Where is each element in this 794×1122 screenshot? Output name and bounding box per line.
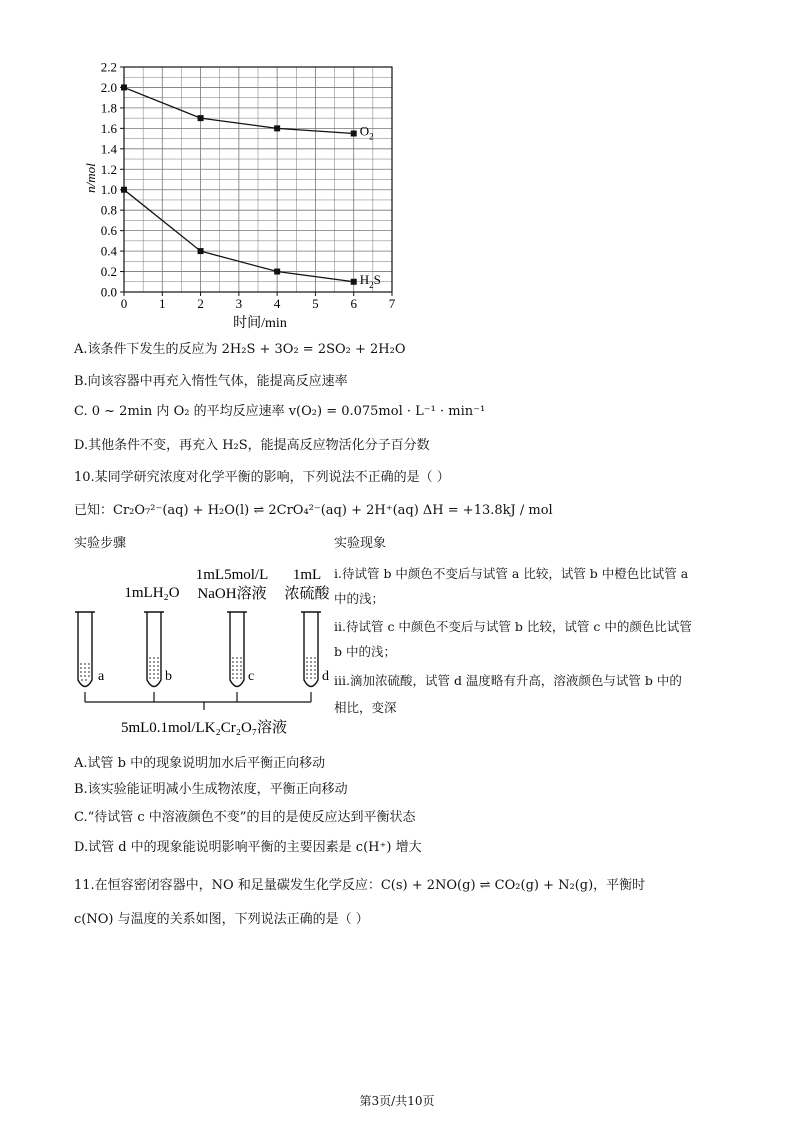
chart-grid <box>124 67 392 292</box>
phenomenon-i-line1: i.待试管 b 中颜色不变后与试管 a 比较，试管 b 中橙色比试管 a <box>334 566 689 581</box>
y-tick-labels <box>101 60 118 300</box>
page-footer: 第3页/共10页 <box>359 1094 435 1108</box>
y-tick-label: 1.2 <box>100 161 117 177</box>
solution-label: 5mL0.1mol/LK₂Cr₂O₇溶液 <box>120 720 288 736</box>
y-tick-label: 2.0 <box>100 79 117 95</box>
tube-b-reagent: 1mLH₂O <box>124 585 180 601</box>
q11-stem-line1: 11.在恒容密闭容器中，NO 和足量碳发生化学反应：C(s) + 2NO(g) ⇌ CO₂(g) + N₂(g)，平衡时 <box>74 878 646 893</box>
data-point-O2 <box>274 125 280 131</box>
series-label-O2: $O_2$ <box>359 123 374 142</box>
phenomenon-ii-line1: ii.待试管 c 中颜色不变后与试管 b 比较，试管 c 中的颜色比试管 <box>334 619 692 634</box>
x-tick-label: 3 <box>235 296 243 311</box>
chart-axes <box>120 67 392 296</box>
solution-bracket <box>85 692 311 710</box>
phenomenon-ii-line2: b 中的浅； <box>334 644 396 659</box>
x-tick-label: 1 <box>159 296 166 311</box>
series-label-H2S: $H_2S$ <box>359 271 381 290</box>
y-tick-label: 2.2 <box>100 59 117 75</box>
y-tick-label: 0.4 <box>100 243 117 259</box>
y-tick-label: 1.4 <box>100 141 117 157</box>
tube-label-a: a <box>98 669 105 684</box>
test-tube-a <box>75 612 95 687</box>
x-tick-label: 6 <box>350 296 357 311</box>
y-tick-label: 0.6 <box>100 223 117 239</box>
data-point-O2 <box>198 115 204 121</box>
x-tick-label: 0 <box>120 296 128 311</box>
x-axis-label: 时间/min <box>233 316 287 331</box>
data-point-H2S <box>274 269 280 275</box>
data-point-H2S <box>121 187 127 193</box>
phenomenon-i-line2: 中的浅； <box>334 591 385 606</box>
q10-stem: 10.某同学研究浓度对化学平衡的影响，下列说法不正确的是（ ） <box>74 470 450 485</box>
test-tube-c <box>227 612 247 687</box>
q11-stem-line2: c(NO) 与温度的关系如图，下列说法正确的是（ ） <box>74 912 369 927</box>
q9-option-a: A.该条件下发生的反应为 2H₂S + 3O₂ = 2SO₂ + 2H₂O <box>74 342 406 357</box>
tube-d-reagent-line1: 1mL <box>292 567 322 583</box>
tube-d-reagent-line2: 浓硫酸 <box>284 586 330 602</box>
y-axis-label: n/mol <box>83 163 98 193</box>
phenomenon-iii-line2: 相比，变深 <box>334 700 397 715</box>
data-point-H2S <box>198 248 204 254</box>
q10-phenomena-title: 实验现象 <box>334 536 387 551</box>
x-tick-label: 2 <box>197 296 204 311</box>
q10-option-d: D.试管 d 中的现象能说明影响平衡的主要因素是 c(H⁺) 增大 <box>74 840 422 855</box>
q10-known-equation: 已知：Cr₂O₇²⁻(aq) + H₂O(l) ⇌ 2CrO₄²⁻(aq) + 2H⁺(aq) ΔH = +13.8kJ / mol <box>74 503 553 518</box>
q9-option-d: D.其他条件不变，再充入 H₂S，能提高反应物活化分子百分数 <box>74 438 430 453</box>
y-tick-label: 1.6 <box>100 120 117 136</box>
x-tick-label: 7 <box>388 296 396 311</box>
q10-option-c: C.“待试管 c 中溶液颜色不变”的目的是使反应达到平衡状态 <box>74 810 416 825</box>
y-tick-label: 0.2 <box>100 264 117 280</box>
q9-option-b: B.向该容器中再充入惰性气体，能提高反应速率 <box>74 374 348 389</box>
data-point-O2 <box>351 130 357 136</box>
data-point-O2 <box>121 84 127 90</box>
chart-series <box>121 84 381 289</box>
x-tick-label: 5 <box>312 296 319 311</box>
y-tick-label: 1.0 <box>100 182 117 198</box>
tube-label-b: b <box>165 669 172 684</box>
y-tick-label: 1.8 <box>100 100 117 116</box>
q10-steps-title: 实验步骤 <box>74 536 127 551</box>
test-tube-d <box>301 612 321 687</box>
tube-c-reagent-line1: 1mL5mol/L <box>195 567 269 583</box>
x-tick-label: 4 <box>273 296 281 311</box>
data-point-H2S <box>351 279 357 285</box>
tube-label-d: d <box>322 669 329 684</box>
q10-option-b: B.该实验能证明减小生成物浓度，平衡正向移动 <box>74 782 348 797</box>
y-tick-label: 0.0 <box>100 284 117 300</box>
mol-vs-time-chart <box>0 0 794 340</box>
tube-c-reagent-line2: NaOH溶液 <box>197 586 267 602</box>
test-tube-b <box>144 612 164 687</box>
x-tick-labels <box>121 296 396 311</box>
phenomenon-iii-line1: iii.滴加浓硫酸，试管 d 温度略有升高，溶液颜色与试管 b 中的 <box>334 673 682 688</box>
q10-option-a: A.试管 b 中的现象说明加水后平衡正向移动 <box>74 756 326 771</box>
y-tick-label: 0.8 <box>100 202 117 218</box>
tube-label-c: c <box>248 669 255 684</box>
q9-option-c: C. 0 ~ 2min 内 O₂ 的平均反应速率 v(O₂) = 0.075mol · L⁻¹ · min⁻¹ <box>74 404 486 419</box>
test-tube-experiment-figure <box>60 560 340 745</box>
